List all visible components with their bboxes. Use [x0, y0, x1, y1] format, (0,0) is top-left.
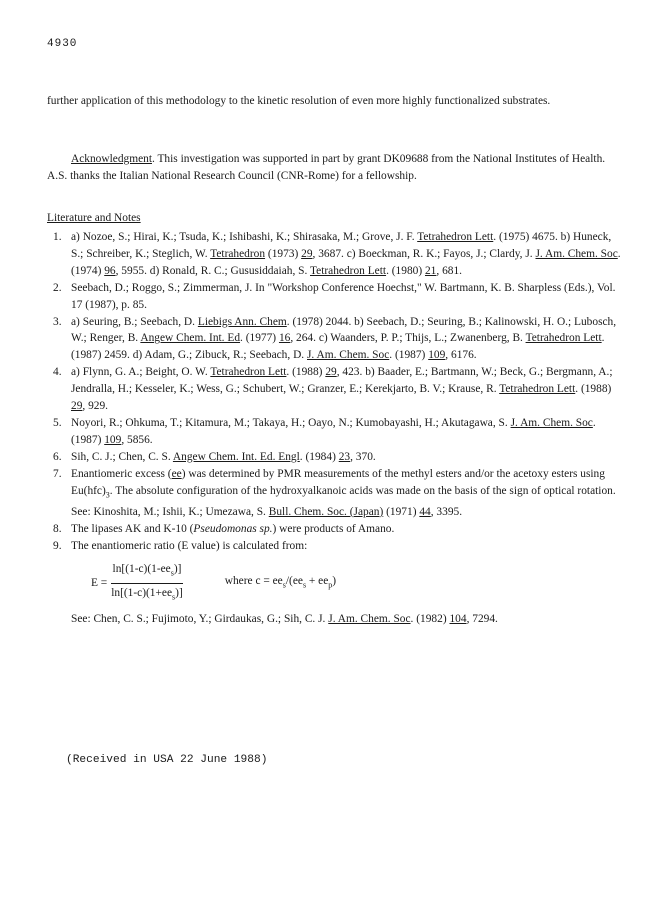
text-segment: See: Chen, C. S.; Fujimoto, Y.; Girdaukas, G.; Sih, C. J. [71, 612, 329, 625]
text-segment: . (1977) [240, 332, 279, 345]
note-number: 5. [53, 416, 62, 429]
text-segment: J. Am. Chem. Soc [510, 416, 593, 429]
note-number: 4. [53, 366, 62, 379]
text-segment: . (1988) [575, 383, 612, 396]
note-item [47, 364, 622, 415]
note-item [47, 229, 622, 280]
text-segment: )] [175, 586, 183, 599]
text-segment: . (1974) [71, 247, 621, 277]
formula-denominator [111, 585, 183, 606]
text-segment: Angew Chem. Int. Ed [140, 332, 241, 345]
note-number: 8. [53, 522, 62, 535]
text-segment: , 6176. [445, 349, 477, 362]
text-segment: Angew Chem. Int. Ed. Engl [172, 450, 300, 463]
text-segment: , 3687. c) Boeckman, R. K.; Fayos, J.; Clardy, J. [312, 247, 536, 260]
text-segment: Seebach, D.; Roggo, S.; Zimmerman, J. In "Workshop Conference Hoechst," W. Bartmann, K. B. Sharpless (Eds.), Vol. 17 (1987), p. 85. [71, 281, 616, 311]
text-segment: + ee [306, 574, 329, 587]
acknowledgment-heading: Acknowledgment [71, 153, 152, 165]
acknowledgment-paragraph [47, 151, 607, 185]
note-item [47, 466, 622, 521]
text-segment: . (1978) 2044. b) Seebach, D.; Seuring, B.; Kalinowski, H. O.; Lubosch, W.; Renger, B. [71, 315, 617, 345]
text-segment: , 681. [436, 264, 463, 277]
text-segment: Bull. Chem. Soc. (Japan) [268, 505, 384, 518]
text-segment: Tetrahedron Lett [417, 231, 494, 243]
note-item [47, 415, 622, 449]
text-segment: , 264. c) Waanders, P. P.; Thijs, L.; Zwanenberg, B. [290, 332, 526, 345]
text-segment: 23 [338, 450, 351, 463]
text-segment: Tetrahedron [210, 247, 266, 260]
text-segment: s [172, 591, 176, 601]
text-segment: . (1987) [389, 349, 429, 362]
note-text [71, 415, 622, 449]
text-segment: 29 [71, 400, 83, 413]
text-segment: )] [173, 562, 182, 575]
text-segment: 29 [301, 247, 313, 260]
text-segment: ) was determined by PMR measurements of the methyl esters and/or the acetoxy esters using Eu(hfc) [71, 467, 605, 497]
text-segment: a) Seuring, B.; Seebach, D. [71, 315, 198, 328]
note-text [71, 449, 622, 466]
note-number: 3. [53, 315, 62, 328]
notes-heading: Literature and Notes [47, 212, 141, 224]
e-value-formula [91, 561, 622, 606]
text-segment: . The absolute configuration of the hydroxyalkanoic acids was made on the basis of the sign of optical rotation. See: Kinoshita, M.; Ishii, K.; Umezawa, S. [71, 484, 616, 518]
text-segment: 96 [104, 264, 116, 277]
text-segment: 16 [278, 332, 291, 345]
formula-lhs: E = [91, 576, 108, 589]
text-segment: Enantiomeric excess ( [71, 467, 172, 480]
text-segment: 21 [424, 264, 437, 277]
note-text [71, 538, 622, 555]
formula-where [225, 573, 336, 594]
text-segment: . (1988) [286, 366, 326, 379]
intro-paragraph: further application of this methodology to the kinetic resolution of even more highly functionalized substrates. [47, 95, 551, 107]
text-segment: J. Am. Chem. Soc [535, 247, 618, 260]
text-segment: 3 [105, 489, 110, 499]
fraction-bar [111, 583, 183, 584]
text-segment: ee [171, 467, 182, 480]
text-segment: ) [332, 574, 337, 587]
text-segment: Tetrahedron Lett [499, 383, 576, 396]
text-segment: Pseudomonas sp. [193, 522, 273, 535]
text-segment: , 3395. [430, 505, 463, 518]
page-number: 4930 [47, 38, 78, 50]
text-segment: . (1984) [299, 450, 339, 463]
note-item [47, 538, 622, 628]
note-item [47, 314, 622, 365]
text-segment: s [302, 579, 307, 589]
text-segment: 29 [325, 366, 337, 379]
text-segment: , 929. [82, 400, 109, 413]
text-segment: . (1975) 4675. b) Huneck, S.; Schreiber, K.; Steglich, W. [71, 231, 612, 260]
note-text [71, 364, 622, 415]
text-segment: Tetrahedron Lett [210, 366, 287, 379]
note-text [71, 521, 622, 538]
note-number: 7. [53, 467, 62, 480]
text-segment: where c = ee [224, 574, 283, 587]
text-segment: J. Am. Chem. Soc [307, 349, 390, 362]
note-text [71, 466, 622, 521]
text-segment: The lipases AK and K-10 ( [71, 522, 194, 535]
note-item [47, 449, 622, 466]
formula-numerator [113, 561, 182, 582]
text-segment: ln[(1-c)(1+ee [111, 586, 173, 599]
note-number: 2. [53, 281, 62, 294]
note-reference [71, 611, 622, 628]
text-segment: . (1987) [71, 416, 596, 446]
text-segment: 109 [104, 433, 122, 446]
note-text [71, 280, 622, 314]
note-item [47, 280, 622, 314]
text-segment: , 423. b) Baader, E.; Bartmann, W.; Beck, G.; Bergmann, A.; Jendralla, H.; Kesseler, K.; Wess, G.; Schubert, W.; Granzer, E.; Kerekjarto, B. V.; Krause, R. [71, 366, 613, 396]
text-segment: 109 [428, 349, 446, 362]
received-line: (Received in USA 22 June 1988) [66, 754, 268, 766]
acknowledgment-text: . This investigation was supported in part by grant DK09688 from the National Institutes of Health. A.S. thanks the Italian National Research Council (CNR-Rome) for a fellowship. [47, 153, 606, 182]
text-segment: 44 [419, 505, 431, 518]
note-item [47, 521, 622, 538]
note-text [71, 314, 622, 365]
note-number: 9. [53, 539, 62, 552]
text-segment: ln[(1-c)(1-ee [112, 562, 171, 575]
text-segment: Sih, C. J.; Chen, C. S. [71, 450, 173, 463]
text-segment: Liebigs Ann. Chem [197, 315, 287, 328]
note-number: 1. [53, 231, 62, 243]
text-segment: s [170, 567, 174, 577]
text-segment: , 5856. [121, 433, 153, 446]
formula-fraction [111, 561, 183, 606]
notes-list [47, 229, 622, 628]
text-segment: (1973) [265, 247, 302, 260]
text-segment: 104 [449, 612, 467, 625]
text-segment: (1971) [383, 505, 420, 518]
text-segment: J. Am. Chem. Soc [328, 612, 411, 625]
note-number: 6. [53, 450, 62, 463]
text-segment: a) Nozoe, S.; Hirai, K.; Tsuda, K.; Ishibashi, K.; Shirasaka, M.; Grove, J. F. [71, 231, 418, 243]
text-segment: , 7294. [466, 612, 498, 625]
text-segment: /(ee [285, 574, 303, 587]
text-segment: a) Flynn, G. A.; Beight, O. W. [71, 366, 211, 379]
text-segment: , 370. [350, 450, 376, 463]
text-segment: . (1987) 2459. d) Adam, G.; Zibuck, R.; Seebach, D. [71, 332, 605, 362]
text-segment: The enantiomeric ratio (E value) is calculated from: [71, 539, 308, 552]
text-segment: Noyori, R.; Ohkuma, T.; Kitamura, M.; Takaya, H.; Oayo, N.; Kumobayashi, H.; Akutagawa, S. [71, 416, 511, 429]
text-segment: ) were products of Amano. [272, 522, 395, 535]
text-segment: . (1982) [410, 612, 450, 625]
text-segment: p [328, 579, 333, 589]
text-segment: , 5955. d) Ronald, R. C.; Gususiddaiah, S. [115, 264, 310, 277]
text-segment: s [282, 579, 286, 589]
text-segment: . (1980) [386, 264, 425, 277]
note-text [71, 229, 622, 280]
text-segment: Tetrahedron Lett [310, 264, 387, 277]
text-segment: Tetrahedron Lett [525, 332, 602, 345]
